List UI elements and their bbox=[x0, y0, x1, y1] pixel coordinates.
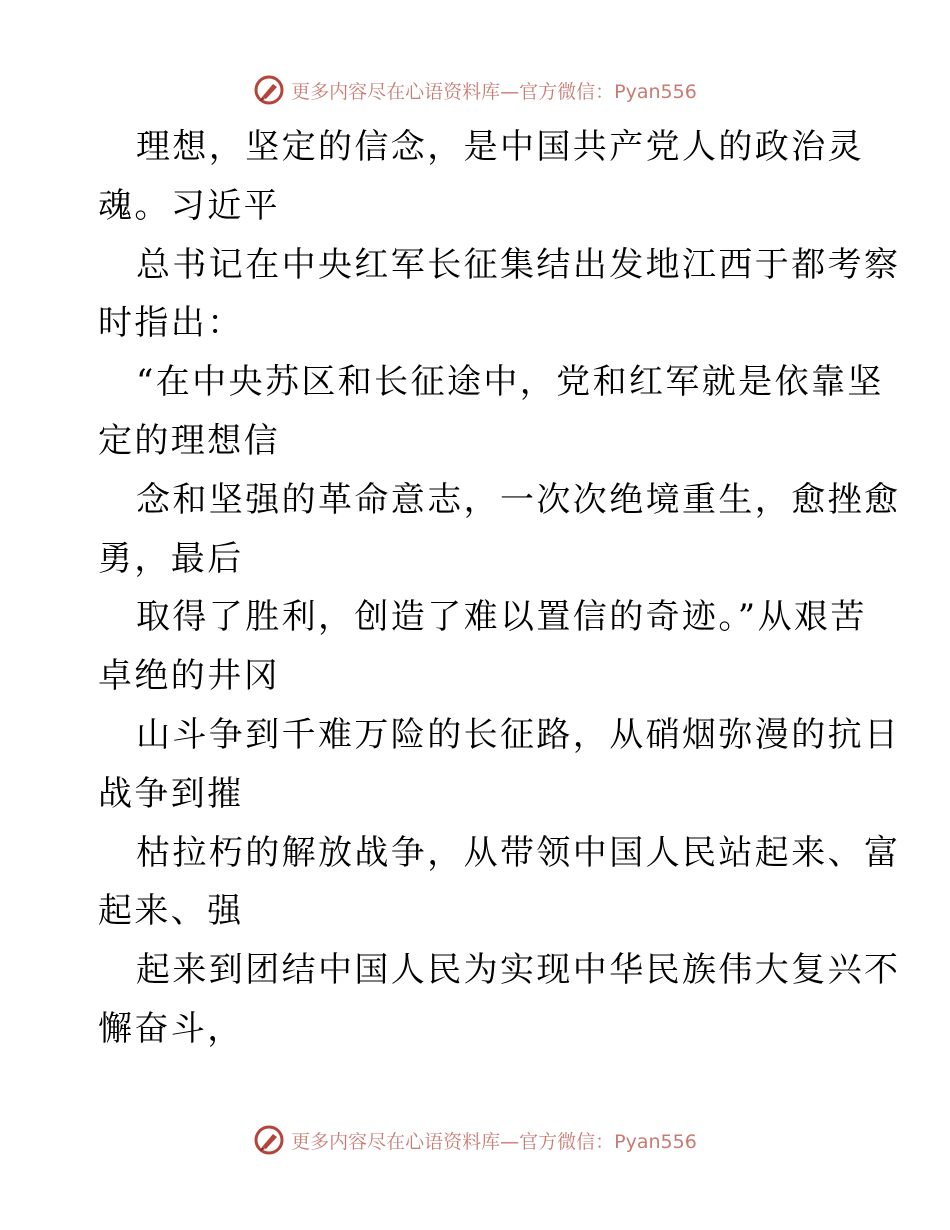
text-line: 战争到摧 bbox=[98, 773, 244, 814]
text-line: 懈奋斗， bbox=[98, 1008, 244, 1049]
text-line: 起来到团结中国人民为实现中华民族伟大复兴不 bbox=[136, 950, 901, 991]
text-line: 山斗争到千难万险的长征路，从硝烟弥漫的抗日 bbox=[136, 714, 901, 755]
text-line: 取得了胜利，创造了难以置信的奇迹。”从艰苦 bbox=[136, 597, 867, 638]
text-line: “在中央苏区和长征途中，党和红军就是依靠坚 bbox=[136, 362, 884, 403]
text-line: 理想，坚定的信念，是中国共产党人的政治灵 bbox=[136, 127, 864, 167]
text-line: 魂。习近平 bbox=[98, 185, 280, 226]
text-line: 念和坚强的革命意志，一次次绝境重生，愈挫愈 bbox=[136, 479, 901, 520]
text-line: 枯拉朽的解放战争，从带领中国人民站起来、富 bbox=[136, 832, 901, 873]
text-line: 起来、强 bbox=[98, 891, 244, 932]
header-watermark-text: 更多内容尽在心语资料库—官方微信：Pyan556 bbox=[291, 80, 697, 103]
text-line: 定的理想信 bbox=[98, 420, 280, 461]
document-body bbox=[98, 118, 901, 1059]
footer-watermark bbox=[0, 1120, 950, 1160]
pen-logo-icon bbox=[253, 74, 285, 106]
text-line: 卓绝的井冈 bbox=[98, 656, 280, 697]
text-line: 勇，最后 bbox=[98, 538, 244, 579]
footer-watermark-text: 更多内容尽在心语资料库—官方微信：Pyan556 bbox=[291, 1130, 697, 1153]
pen-logo-icon bbox=[253, 1124, 285, 1156]
text-line: 时指出： bbox=[98, 303, 244, 344]
header-watermark bbox=[0, 70, 950, 110]
text-line: 总书记在中央红军长征集结出发地江西于都考察 bbox=[136, 244, 901, 285]
